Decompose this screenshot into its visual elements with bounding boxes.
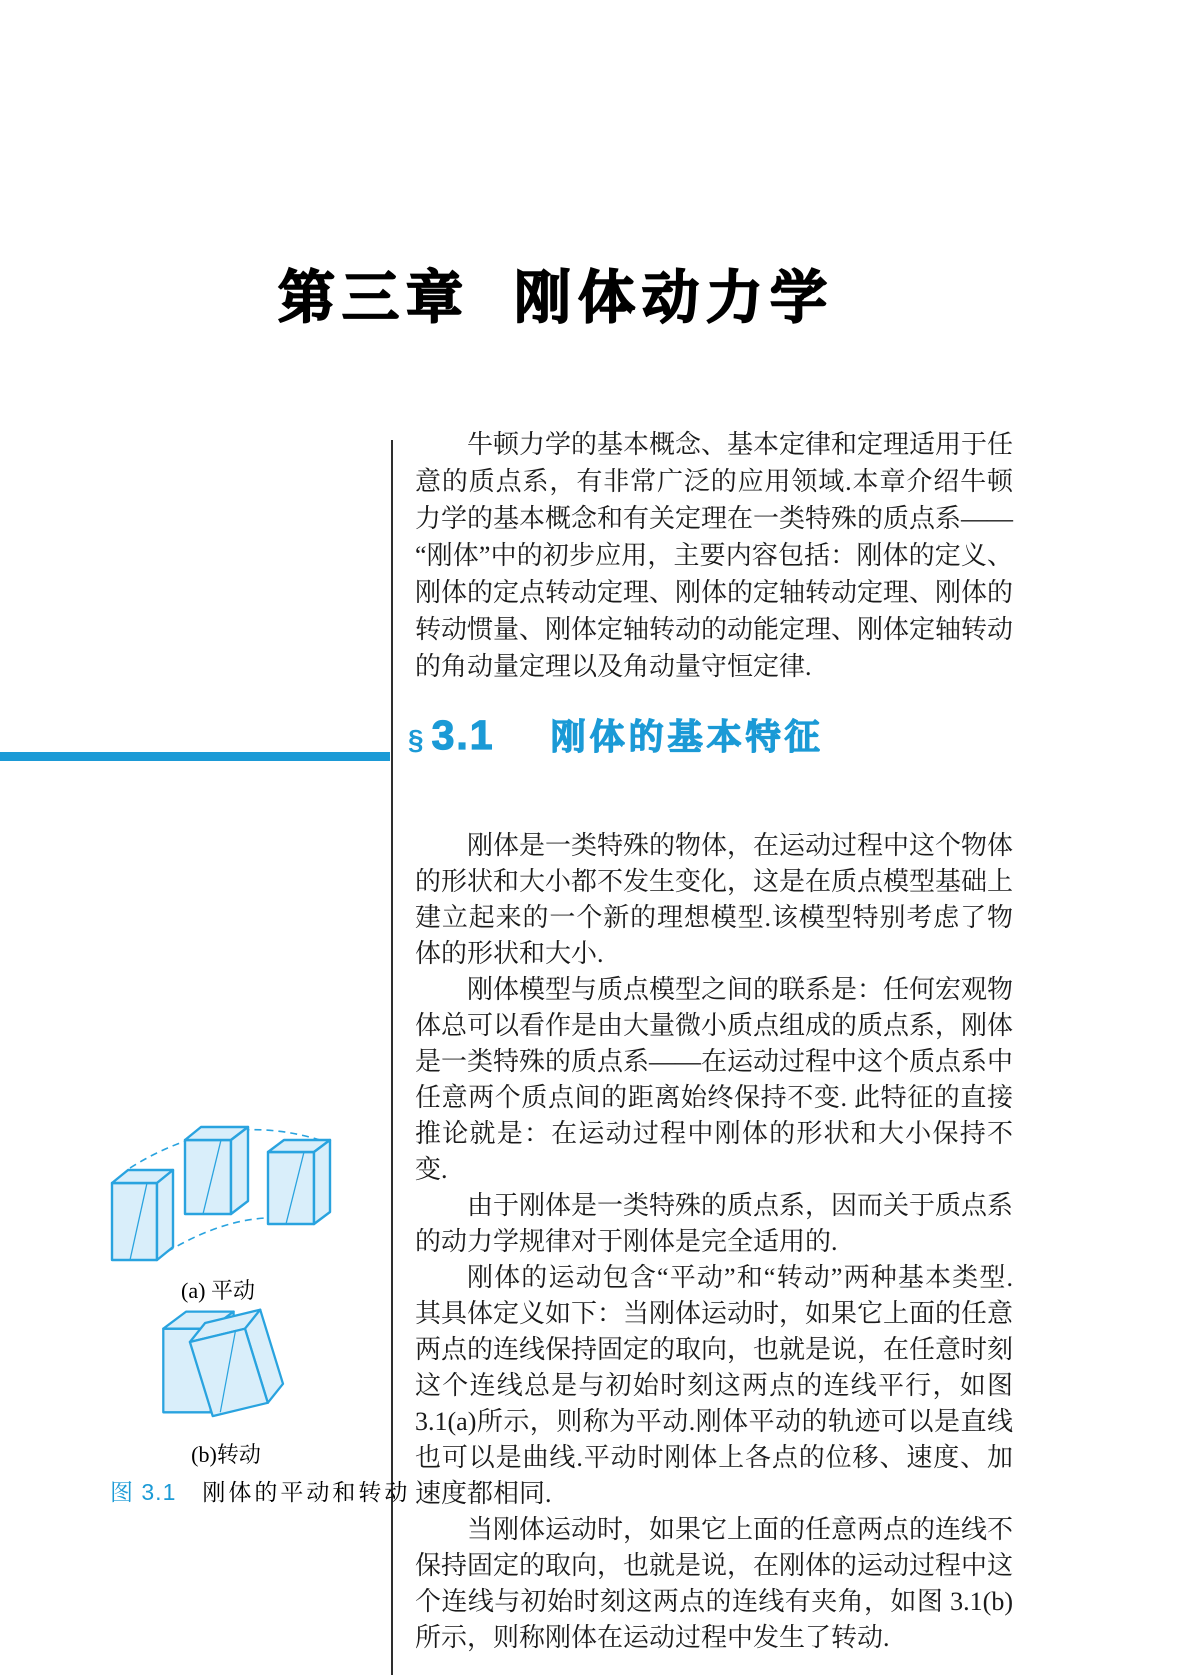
box-left xyxy=(112,1170,173,1260)
section-number: 3.1 xyxy=(431,712,495,758)
figure-label: 图 3.1 xyxy=(110,1479,177,1505)
box-right xyxy=(268,1140,330,1224)
figure-caption-row xyxy=(110,1474,410,1507)
subfigure-a-caption: (a) 平动 xyxy=(181,1278,255,1303)
section-title: 刚体的基本特征 xyxy=(550,718,824,757)
section-accent-bar xyxy=(0,752,390,761)
body-paragraph: 刚体模型与质点模型之间的联系是：任何宏观物体总可以看作是由大量微小质点组成的质点系，刚体是一类特殊的质点系——在运动过程中这个质点系中任意两个质点间的距离始终保持不变. 此特征的直接推论就是：在运动过程中刚体的形状和大小保持不变. xyxy=(415,975,1014,1184)
figure-caption-text: 刚体的平动和转动 xyxy=(202,1480,411,1505)
subfigure-b-caption: (b)转动 xyxy=(191,1442,261,1467)
chapter-intro-paragraph: 牛顿力学的基本概念、基本定律和定理适用于任意的质点系，有非常广泛的应用领域.本章介绍牛顿力学的基本概念和有关定理在一类特殊的质点系——“刚体”中的初步应用，主要内容包括：刚体的定义、刚体的定点转动定理、刚体的定轴转动定理、刚体的转动惯量、刚体定轴转动的动能定理、刚体定轴转动的角动量定理以及角动量守恒定律. xyxy=(415,430,1014,681)
translation-diagram xyxy=(100,1078,340,1278)
body-paragraph: 由于刚体是一类特殊的质点系，因而关于质点系的动力学规律对于刚体是完全适用的. xyxy=(415,1191,1014,1256)
chapter-name: 刚体动力学 xyxy=(514,266,834,330)
rotation-diagram xyxy=(150,1304,302,1437)
body-paragraph: 刚体的运动包含“平动”和“转动”两种基本类型.其具体定义如下：当刚体运动时，如果它上面的任意两点的连线保持固定的取向，也就是说，在任意时刻这个连线总是与初始时刻这两点的连线平行，如图 3.1(a)所示，则称为平动.刚体平动的轨迹可以是直线也可以是曲线.平动时刚体上各点的位移、速度、加速度都相同. xyxy=(415,1263,1014,1508)
body-paragraph: 当刚体运动时，如果它上面的任意两点的连线不保持固定的取向，也就是说，在刚体的运动过程中这个连线与初始时刻这两点的连线有夹角，如图 3.1(b)所示，则称刚体在运动过程中发生了转动. xyxy=(415,1515,1014,1652)
section-heading xyxy=(408,710,824,760)
box-middle xyxy=(185,1127,248,1214)
section-body xyxy=(415,828,1013,1656)
figure-3-1 xyxy=(98,1078,411,1518)
section-marker: § xyxy=(408,724,424,755)
chapter-number: 第三章 xyxy=(278,266,470,330)
body-paragraph: 刚体是一类特殊的物体，在运动过程中这个物体的形状和大小都不发生变化，这是在质点模型基础上建立起来的一个新的理想模型.该模型特别考虑了物体的形状和大小. xyxy=(415,831,1014,968)
chapter-title xyxy=(278,252,834,334)
